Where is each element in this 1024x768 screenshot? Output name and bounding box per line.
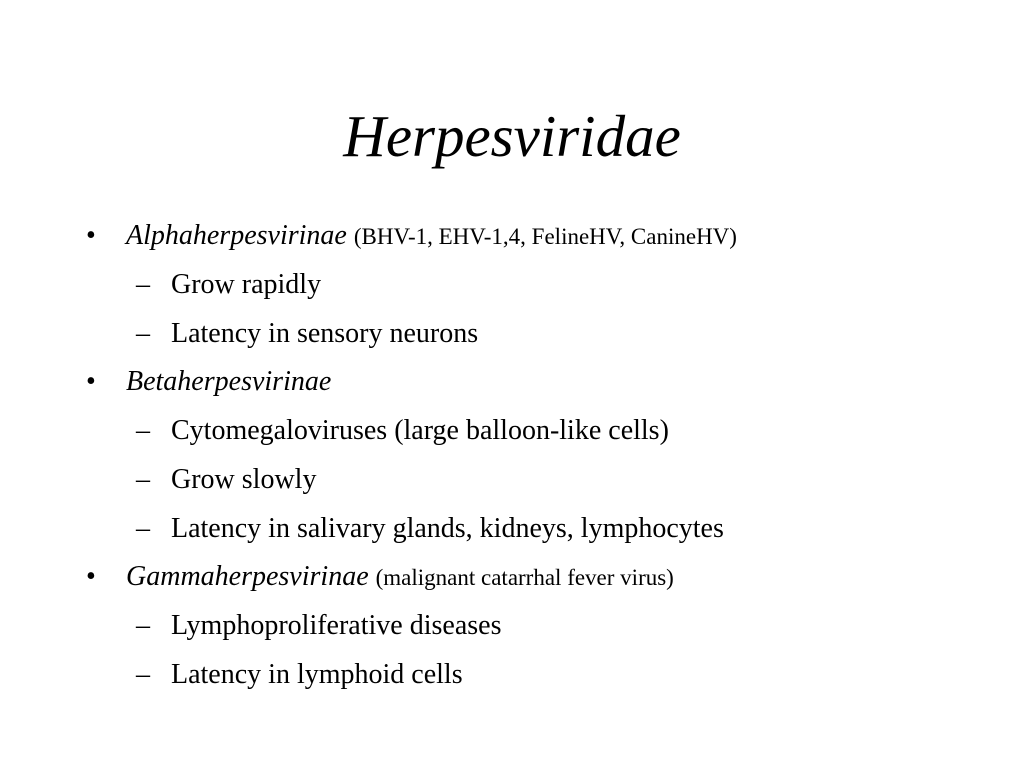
bullet-marker: • xyxy=(86,220,96,251)
sub-item xyxy=(86,601,986,650)
sub-item xyxy=(86,260,986,309)
sub-item xyxy=(86,650,986,699)
bullet-item xyxy=(86,553,986,601)
sub-marker: – xyxy=(136,269,150,300)
sub-marker: – xyxy=(136,610,150,641)
sub-item-text: Cytomegaloviruses (large balloon-like cells) xyxy=(171,415,669,446)
sub-marker: – xyxy=(136,659,150,690)
bullet-heading: Betaherpesvirinae xyxy=(126,366,332,397)
sub-marker: – xyxy=(136,415,150,446)
sub-marker: – xyxy=(136,513,150,544)
sub-item-text: Lymphoproliferative diseases xyxy=(171,610,502,641)
sub-item-text: Grow slowly xyxy=(171,464,317,495)
sub-item xyxy=(86,504,986,553)
bullet-heading: Alphaherpesvirinae xyxy=(126,220,347,251)
sub-item-text: Latency in sensory neurons xyxy=(171,318,479,349)
sub-item-text: Grow rapidly xyxy=(171,269,322,300)
bullet-list xyxy=(86,212,986,699)
bullet-heading: Gammaherpesvirinae xyxy=(126,561,369,592)
sub-item xyxy=(86,455,986,504)
slide-title: Herpesviridae xyxy=(343,103,681,169)
sub-item xyxy=(86,406,986,455)
sub-item-text: Latency in salivary glands, kidneys, lymphocytes xyxy=(171,513,724,544)
sub-item-text: Latency in lymphoid cells xyxy=(171,659,463,690)
bullet-note: (malignant catarrhal fever virus) xyxy=(375,565,674,590)
bullet-marker: • xyxy=(86,561,96,592)
sub-item xyxy=(86,309,986,358)
sub-marker: – xyxy=(136,464,150,495)
bullet-item xyxy=(86,358,986,406)
bullet-note: (BHV-1, EHV-1,4, FelineHV, CanineHV) xyxy=(353,224,737,249)
bullet-item xyxy=(86,212,986,260)
bullet-marker: • xyxy=(86,366,96,397)
sub-marker: – xyxy=(136,318,150,349)
